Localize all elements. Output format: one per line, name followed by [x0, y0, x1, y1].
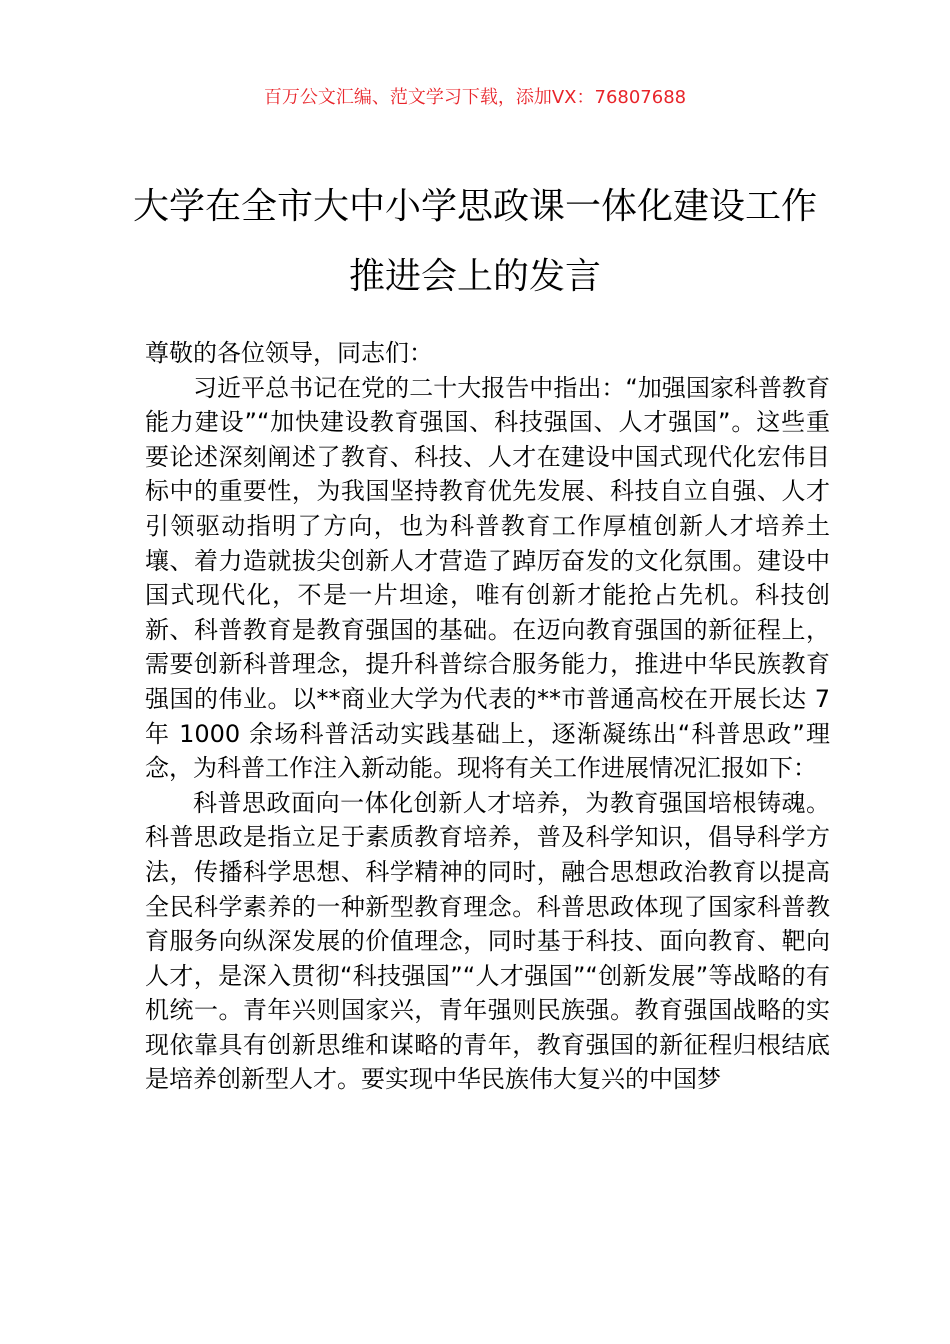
paragraph-1: 习近平总书记在党的二十大报告中指出：“加强国家科普教育能力建设”“加快建设教育强国、科技强国、人才强国”。这些重要论述深刻阐述了教育、科技、人才在建设中国式现代化宏伟目标中的重要性，为我国坚持教育优先发展、科技自立自强、人才引领驱动指明了方向，也为科普教育工作厚植创新人才培养土壤、着力造就拔尖创新人才营造了踔厉奋发的文化氛围。建设中国式现代化，不是一片坦途，唯有创新才能抢占先机。科技创新、科普教育是教育强国的基础。在迈向教育强国的新征程上，需要创新科普理念，提升科普综合服务能力，推进中华民族教育强国的伟业。以**商业大学为代表的**市普通高校在开展长达 7 年 1000 余场科普活动实践基础上，逐渐凝练出“科普思政”理念，为科普工作注入新动能。现将有关工作进展情况汇报如下： [145, 373, 830, 783]
salutation: 尊敬的各位领导，同志们： [145, 339, 433, 367]
document-title: 大学在全市大中小学思政课一体化建设工作推进会上的发言 [132, 186, 817, 297]
paragraph-2: 科普思政面向一体化创新人才培养，为教育强国培根铸魂。科普思政是指立足于素质教育培养，普及科学知识，倡导科学方法，传播科学思想、科学精神的同时，融合思想政治教育以提高全民科学素养的一种新型教育理念。科普思政体现了国家科普教育服务向纵深发展的价值理念，同时基于科技、面向教育、靶向人才，是深入贯彻“科技强国”“人才强国”“创新发展”等战略的有机统一。青年兴则国家兴，青年强则民族强。教育强国战略的实现依靠具有创新思维和谋略的青年，教育强国的新征程归根结底是培养创新型人才。要实现中华民族伟大复兴的中国梦 [145, 788, 830, 1094]
document-body [145, 336, 830, 1097]
header-note: 百万公文汇编、范文学习下载，添加VX：76807688 [263, 87, 687, 108]
